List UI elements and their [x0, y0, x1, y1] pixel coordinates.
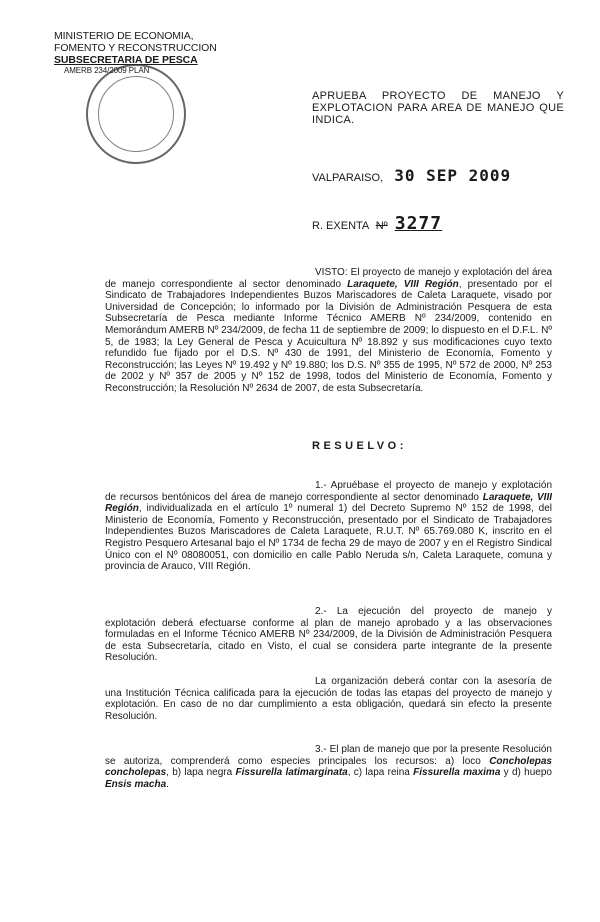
article-1-text-1: explotación de recursos bentónicos del área de manejo correspondiente al sector denominado: [105, 480, 553, 503]
letterhead-reference: AMERB 234/2009 PLAN: [64, 66, 150, 75]
species-huepo: Ensis macha: [105, 778, 167, 790]
article-3-text-4: y d) huepo: [500, 767, 552, 779]
article-3-text-5: .: [166, 778, 169, 790]
species-loco: Concholepas concholepas: [105, 755, 552, 779]
subject-line-3: INDICA.: [312, 114, 355, 126]
visto-paragraph: [105, 267, 552, 395]
article-2-advisory: [105, 676, 552, 722]
article-1: [105, 480, 552, 573]
letterhead-ministry-2: FOMENTO Y RECONSTRUCCION: [54, 42, 217, 54]
resuelvo-heading: RESUELVO:: [312, 440, 407, 452]
article-1-lead: 1.- Apruébase el proyecto de manejo y: [315, 480, 497, 491]
subject-block: [312, 90, 564, 126]
article-2-lead: 2.- La ejecución del proyecto de manejo y: [315, 606, 552, 617]
visto-sector-name: Laraquete, VIII Región: [347, 278, 459, 290]
subject-line-1: APRUEBA PROYECTO DE MANEJO Y: [312, 90, 564, 102]
visto-label: VISTO:: [315, 267, 348, 278]
article-1-text-2: , individualizada en el artículo 1º numeral 1) del Decreto Supremo Nº 152 de 1998, del Ministerio de Economía, Fomento y Reconstrucción, presentado por el Sindicato de Trabajadores Independientes Buzos Mariscadores de Caleta Laraquete, R.U.T. Nº 65.769.080 K, inscrito en el Registro Pesquero Artesanal bajo el Nº 1734 de fecha 29 de mayo de 2007 y en el Registro Sindical Único con el Nº 08080051, con domicilio en calle Pablo Neruda s/n, Caleta Laraquete, comuna y provincia de Arauco, VIII Región.: [105, 503, 552, 573]
letterhead-ministry: MINISTERIO DE ECONOMIA,: [54, 30, 194, 42]
article-3: [105, 744, 552, 790]
place-date: [312, 166, 511, 185]
letterhead-subsecretaria: SUBSECRETARIA DE PESCA: [54, 54, 198, 66]
species-lapa-negra: Fissurella latimarginata: [235, 767, 348, 779]
visto-text-1: El proyecto de manejo y explotación del área de manejo correspondiente al sector denominado: [105, 267, 552, 290]
article-3-lead: 3.- El plan de manejo que por la presente: [315, 744, 500, 755]
exenta-line: [312, 213, 442, 234]
article-2: [105, 606, 552, 664]
article-2-advisory-text: de una Institución Técnica calificada para la ejecución de todas las etapas del proyecto de manejo y explotación. En caso de no dar cumplimiento a esta obligación, quedará sin efecto la presente Resolución.: [105, 676, 552, 722]
exenta-label: R. EXENTA: [312, 220, 369, 232]
article-3-text-3: , c) lapa reina: [347, 767, 414, 779]
article-2-advisory-lead: La organización deberá contar con la asesoría: [315, 676, 536, 687]
article-3-text-1: Resolución se autoriza, comprenderá como especies principales los recursos: a) loco: [105, 744, 552, 767]
article-3-text-2: , b) lapa negra: [166, 767, 236, 779]
exenta-no: Nº: [375, 220, 388, 232]
visto-text-2: , presentado por el Sindicato de Trabajadores Independientes Buzos Mariscadores de Caleta Laraquete, visado por Universidad de Concepción; lo informado por la División de Administración Pesquera de esta Subsecretaría de Pesca mediante Informe Técnico AMERB Nº 234/2009, contenido en Memorándum AMERB Nº 234/2009, de fecha 11 de septiembre de 2009; lo dispuesto en el D.F.L. Nº 5, de 1983; la Ley General de Pesca y Acuicultura Nº 18.892 y sus modificaciones cuyo texto refundido fue fijado por el D.S. Nº 430 de 1991, del Ministerio de Economía, Fomento y Reconstrucción; las Leyes Nº 19.492 y Nº 19.880; los D.S. Nº 355 de 1995, Nº 572 de 2000, Nº 253 de 2002 y Nº 357 de 2005 y Nº 152 de 1998, todos del Ministerio de Economía, Fomento y Reconstrucción; la Resolución Nº 2634 de 2007, de esta Subsecretaría.: [105, 278, 552, 394]
exenta-number: 3277: [394, 213, 443, 234]
place: VALPARAISO,: [312, 172, 384, 184]
subject-line-2: EXPLOTACION PARA AREA DE MANEJO QUE: [312, 102, 564, 114]
article-2-text: explotación deberá efectuarse conforme al plan de manejo aprobado y a las observaciones formuladas en el Informe Técnico AMERB Nº 234/2009, de la División de Administración Pesquera de esta Subsecretaría, citado en Visto, el cual se considera parte integrante de la presente Resolución.: [105, 617, 552, 664]
article-1-sector-name: Laraquete, VIII Región: [105, 491, 553, 515]
official-seal-stamp: [86, 64, 186, 164]
date-stamp: 30 SEP 2009: [394, 166, 512, 185]
species-lapa-reina: Fissurella maxima: [413, 767, 501, 779]
